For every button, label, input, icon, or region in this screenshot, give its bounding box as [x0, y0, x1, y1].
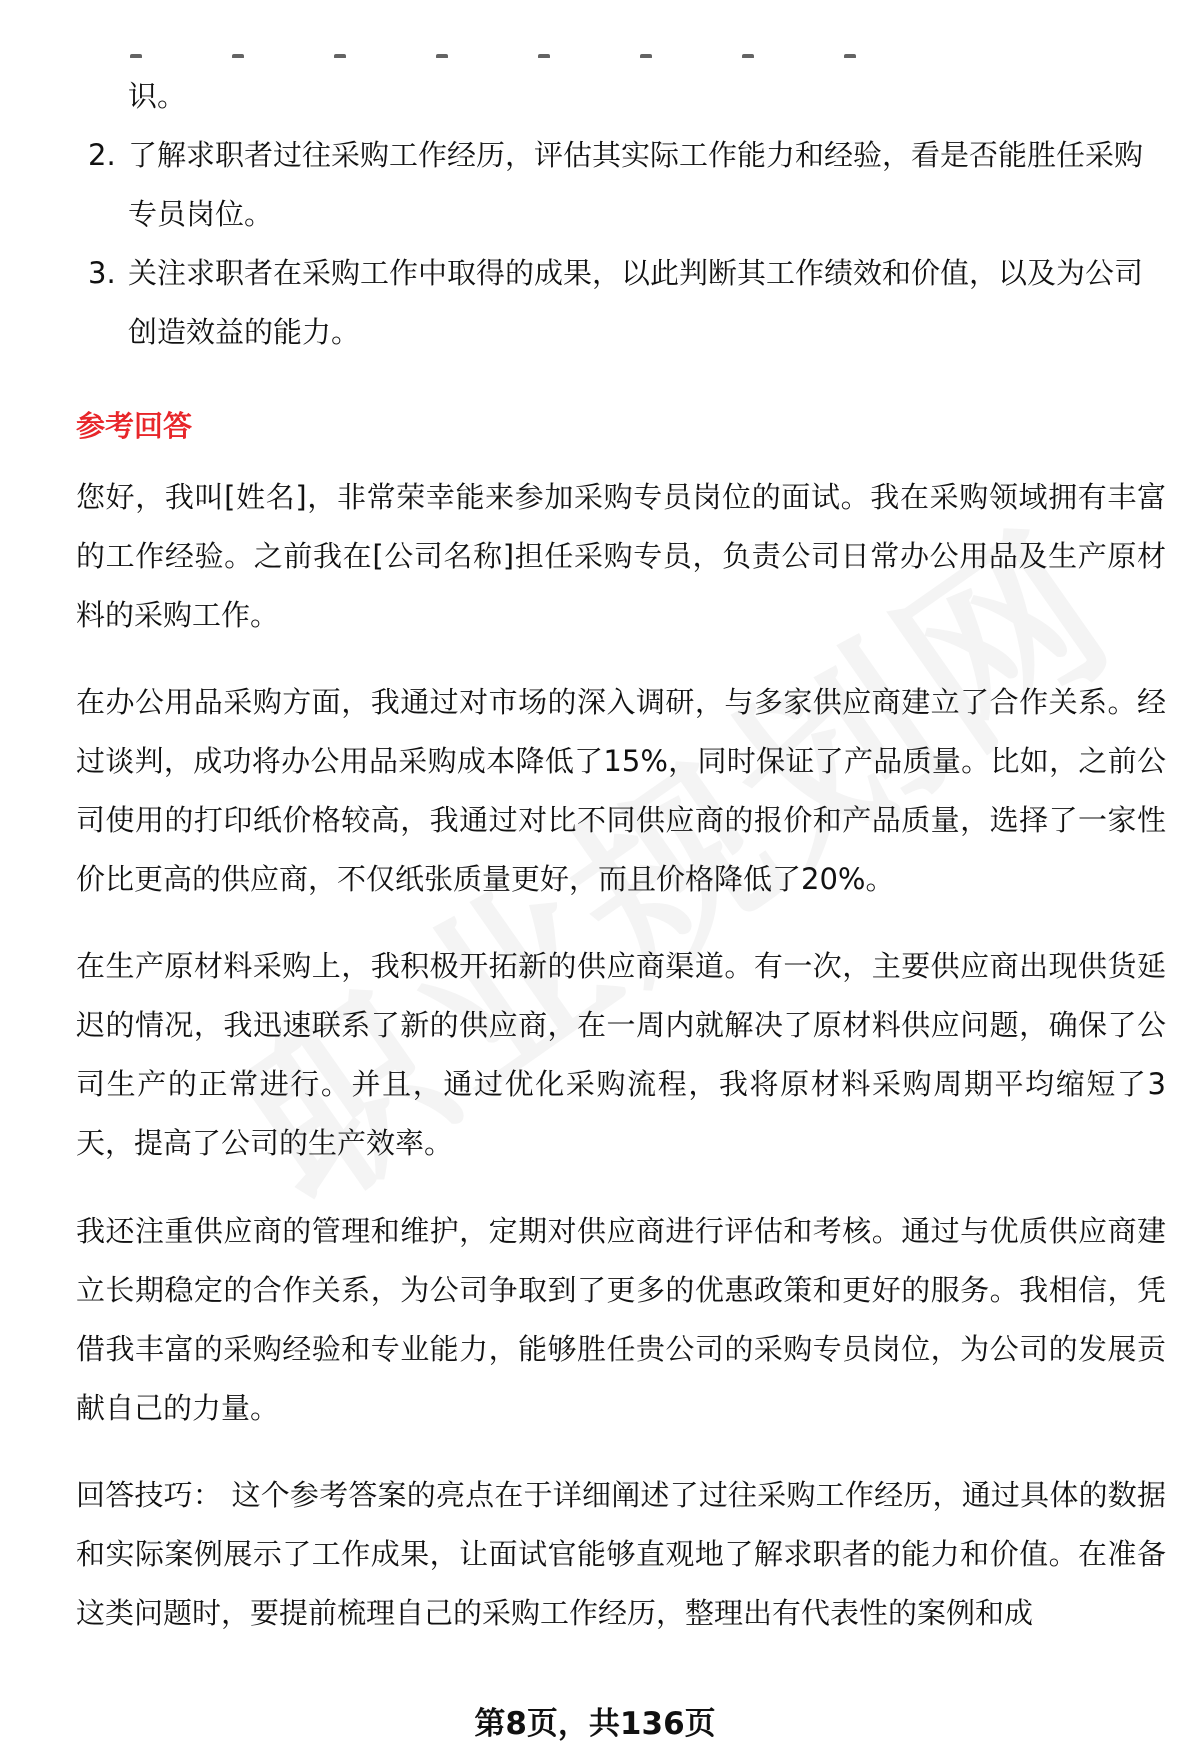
list-item [80, 244, 1160, 362]
list-item-text: 关注求职者在采购工作中取得的成果，以此判断其工作绩效和价值，以及为公司创造效益的能力。 [128, 256, 1144, 349]
page-number: 第8页，共136页 [474, 1706, 716, 1742]
paragraph: 在生产原材料采购上，我积极开拓新的供应商渠道。有一次，主要供应商出现供货延迟的情况，我迅速联系了新的供应商，在一周内就解决了原材料供应问题，确保了公司生产的正常进行。并且，通过优化采购流程，我将原材料采购周期平均缩短了3天，提高了公司的生产效率。 [76, 949, 1166, 1160]
paragraph: 在办公用品采购方面，我通过对市场的深入调研，与多家供应商建立了合作关系。经过谈判，成功将办公用品采购成本降低了15%，同时保证了产品质量。比如，之前公司使用的打印纸价格较高，我通过对比不同供应商的报价和产品质量，选择了一家性价比更高的供应商，不仅纸张质量更好，而且价格降低了20%。 [76, 685, 1166, 896]
numbered-list [80, 67, 1160, 362]
section-heading: 参考回答 [76, 409, 193, 443]
clipped-previous-line [130, 44, 1030, 58]
list-item-text: 了解求职者过往采购工作经历，评估其实际工作能力和经验，看是否能胜任采购专员岗位。 [128, 138, 1144, 231]
paragraph: 您好，我叫[姓名]，非常荣幸能来参加采购专员岗位的面试。我在采购领域拥有丰富的工作经验。之前我在[公司名称]担任采购专员，负责公司日常办公用品及生产原材料的采购工作。 [76, 480, 1166, 632]
list-item-text: 识。 [128, 79, 187, 113]
list-item-number: 2. [88, 138, 116, 172]
paragraph: 我还注重供应商的管理和维护，定期对供应商进行评估和考核。通过与优质供应商建立长期稳定的合作关系，为公司争取到了更多的优惠政策和更好的服务。我相信，凭借我丰富的采购经验和专业能力，能够胜任贵公司的采购专员岗位，为公司的发展贡献自己的力量。 [76, 1214, 1166, 1425]
list-item-continuation [80, 67, 1160, 126]
list-item-number: 3. [88, 256, 116, 290]
list-item [80, 126, 1160, 244]
paragraph: 回答技巧： 这个参考答案的亮点在于详细阐述了过往采购工作经历，通过具体的数据和实际案例展示了工作成果，让面试官能够直观地了解求职者的能力和价值。在准备这类问题时，要提前梳理自己的采购工作经历，整理出有代表性的案例和成 [76, 1478, 1166, 1630]
